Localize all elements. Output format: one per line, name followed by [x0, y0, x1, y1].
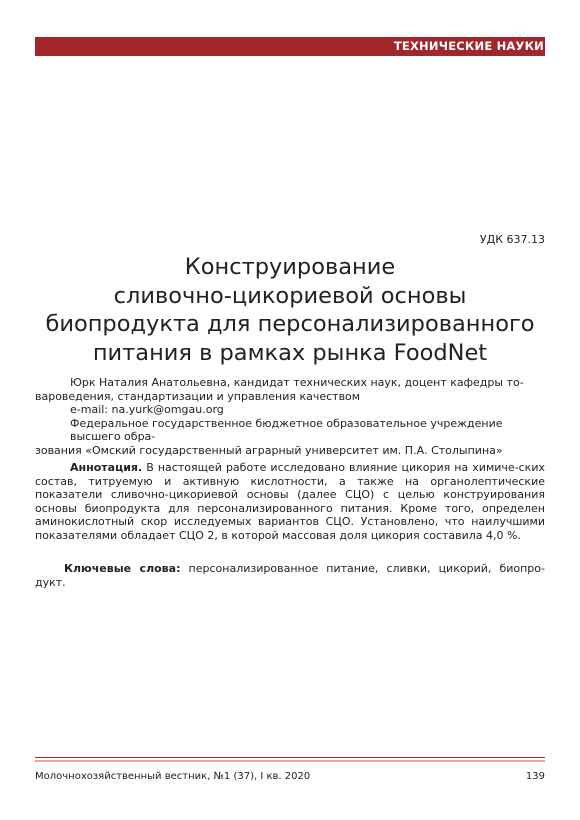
author-email: e-mail: na.yurk@omgau.org [70, 403, 224, 416]
author-line: вароведения, стандартизации и управления качеством [35, 389, 361, 403]
title-line: Конструирование [184, 254, 396, 280]
abstract [35, 461, 545, 542]
affiliation-line: Федеральное государственное бюджетное образовательное учреждение высшего обра- [70, 416, 503, 443]
journal-name: Молочнохозяйственный вестник, №1 (37), I кв. 2020 [35, 771, 311, 782]
section-label: ТЕХНИЧЕСКИЕ НАУКИ [393, 39, 544, 53]
keywords [35, 562, 545, 589]
section-header-band [35, 37, 545, 56]
abstract-text: В настоящей работе исследовано влияние цикория на химиче-ских состав, титруемую и активную кислотности, а также на органолептические показатели сливочно-цикориевой основы (далее СЦО) с целью конструирования основы биопродукта для персонализированного питания. Кроме того, определен аминокислотный скор исследуемых вариантов СЦО. Установлено, что наилучшими показателями обладает СЦО 2, в которой массовая доля цикория составила 4,0 %. [35, 461, 545, 542]
article-title [35, 253, 545, 367]
keywords-label: Ключевые слова: [64, 562, 181, 575]
keywords-text: персонализированное питание, сливки, цикорий, биопро-дукт. [35, 562, 545, 589]
affiliation-line: зования «Омский государственный аграрный университет им. П.А. Столыпина» [35, 443, 503, 457]
author-line: Юрк Наталия Анатольевна, кандидат технических наук, доцент кафедры то- [70, 376, 524, 389]
footer-rule-accent [35, 760, 545, 762]
title-line: биопродукта для персонализированного [45, 311, 535, 337]
title-line: сливочно-цикориевой основы [113, 282, 467, 309]
page-number: 139 [525, 771, 545, 782]
author-block [35, 376, 545, 457]
udk-code: УДК 637.13 [479, 233, 545, 246]
abstract-label: Аннотация. [70, 461, 143, 474]
title-line: питания в рамках рынка FoodNet [92, 339, 488, 366]
footer-rule [35, 757, 545, 758]
